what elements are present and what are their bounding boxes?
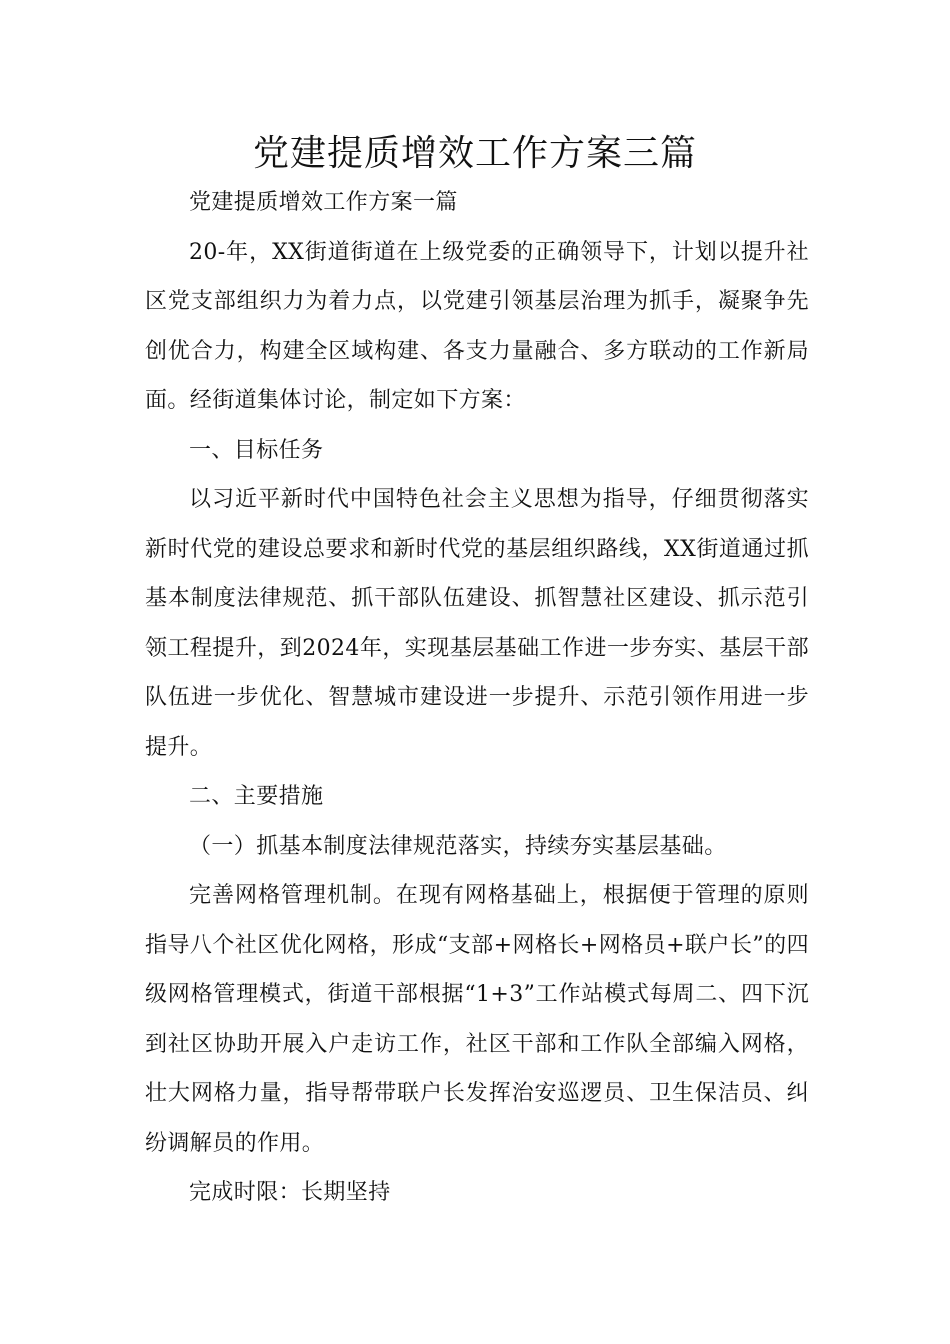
document-title: 党建提质增效工作方案三篇 (252, 133, 697, 174)
goals-paragraph: 以习近平新时代中国特色社会主义思想为指导，仔细贯彻落实新时代党的建设总要求和新时代党的基层组织路线，XX街道通过抓基本制度法律规范、抓干部队伍建设、抓智慧社区建设、抓示范引领工程提升，到2024年，实现基层基础工作进一步夯实、基层干部队伍进一步优化、智慧城市建设进一步提升、示范引领作用进一步提升。 (145, 487, 809, 760)
subsection-heading-1: （一）抓基本制度法律规范落实，持续夯实基层基础。 (189, 833, 727, 859)
section-heading-measures: 二、主要措施 (189, 784, 324, 809)
subtitle-paragraph: 党建提质增效工作方案一篇 (189, 190, 458, 215)
document-body (145, 178, 809, 1218)
deadline-paragraph: 完成时限：长期坚持 (189, 1180, 391, 1205)
intro-paragraph: 20-年，XX街道街道在上级党委的正确领导下，计划以提升社区党支部组织力为着力点，以党建引领基层治理为抓手，凝聚争先创优合力，构建全区域构建、各支力量融合、多方联动的工作新局面。经街道集体讨论，制定如下方案： (145, 239, 809, 413)
section-heading-goals: 一、目标任务 (189, 437, 324, 463)
grid-management-paragraph: 完善网格管理机制。在现有网格基础上，根据便于管理的原则指导八个社区优化网格，形成“支部+网格长+网格员+联户长”的四级网格管理模式，街道干部根据“1+3”工作站模式每周二、四下沉到社区协助开展入户走访工作，社区干部和工作队全部编入网格，壮大网格力量，指导帮带联户长发挥治安巡逻员、卫生保洁员、纠纷调解员的作用。 (145, 883, 809, 1156)
